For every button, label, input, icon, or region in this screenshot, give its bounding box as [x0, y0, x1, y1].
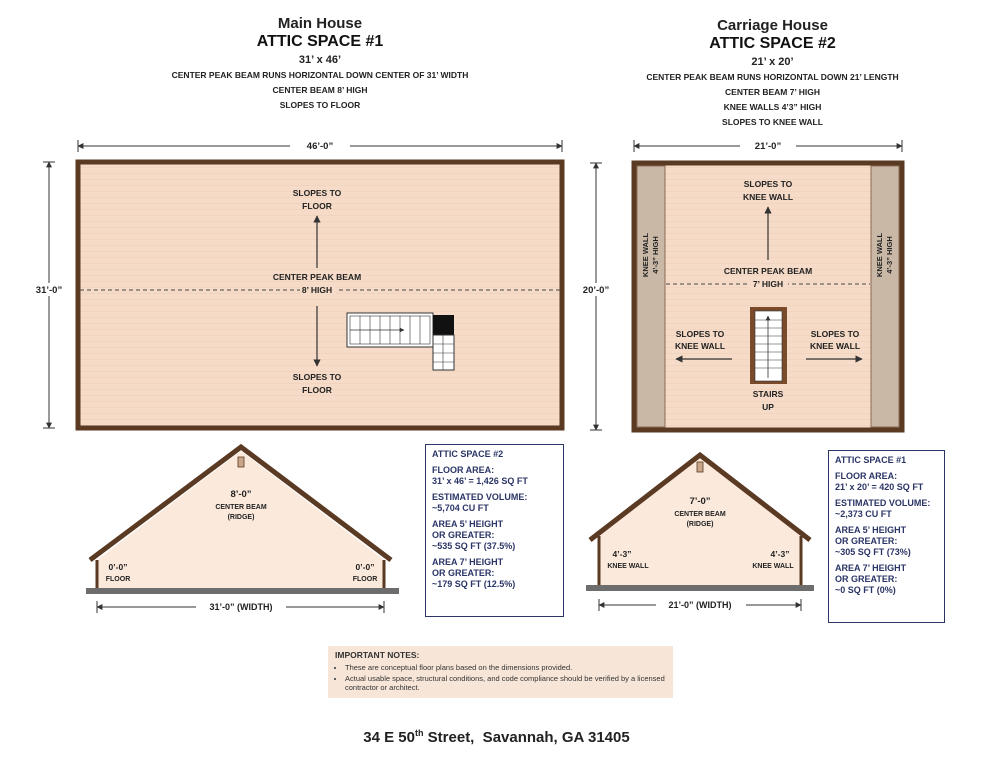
notes-title: IMPORTANT NOTES:	[335, 650, 420, 660]
main-info-a7-label2: OR GREATER:	[432, 568, 495, 578]
carriage-info-vol-value: ~2,373 CU FT	[835, 509, 892, 519]
main-info-a5-label1: AREA 5’ HEIGHT	[432, 519, 504, 529]
address-post: Street, Savannah, GA 31405	[423, 729, 630, 746]
main-subtitle: ATTIC SPACE #1	[256, 33, 384, 50]
main-info-box	[425, 444, 564, 617]
carriage-section-beam: CENTER BEAM	[674, 511, 726, 518]
carriage-info-a5-label2: OR GREATER:	[835, 536, 898, 546]
main-section-ridge: (RIDGE)	[227, 514, 255, 521]
knee-left-label: KNEE WALL	[641, 232, 650, 278]
main-note-2: CENTER BEAM 8’ HIGH	[272, 85, 368, 95]
carriage-note-2: CENTER BEAM 7’ HIGH	[725, 87, 820, 97]
carriage-info-area-value: 21’ x 20’ = 420 SQ FT	[835, 482, 924, 492]
carriage-section-right-h: 4’-3”	[770, 549, 790, 559]
carriage-info-area-label: FLOOR AREA:	[835, 471, 898, 481]
carriage-height-dimension	[575, 163, 617, 430]
main-slopes-bot-1: SLOPES TO	[292, 372, 342, 382]
carriage-info-vol-label: ESTIMATED VOLUME:	[835, 498, 931, 508]
knee-right-height: 4’-3” HIGH	[885, 236, 894, 274]
carriage-width-dimension	[634, 140, 902, 152]
carriage-section-right-l: KNEE WALL	[752, 563, 794, 570]
main-section-beam: CENTER BEAM	[215, 504, 267, 511]
main-section-right-l: FLOOR	[352, 576, 378, 583]
main-slopes-top-2: FLOOR	[302, 201, 332, 211]
carriage-section-left-h: 4’-3”	[612, 549, 632, 559]
carriage-info-a5-label1: AREA 5’ HEIGHT	[835, 525, 907, 535]
carriage-slopes-right-1: SLOPES TO	[810, 329, 860, 339]
carriage-beam-1: CENTER PEAK BEAM	[723, 266, 813, 276]
carriage-info-box	[828, 450, 945, 623]
carriage-info-a5-value: ~305 SQ FT (73%)	[835, 547, 911, 557]
carriage-stairs-2: UP	[762, 402, 774, 412]
carriage-dims: 21’ x 20’	[751, 56, 794, 68]
carriage-note-1: CENTER PEAK BEAM RUNS HORIZONTAL DOWN 21’ LENGTH	[646, 72, 899, 82]
carriage-subtitle: ATTIC SPACE #2	[709, 35, 836, 52]
main-section-width: 31’-0” (WIDTH)	[209, 602, 273, 612]
main-info-a7-label1: AREA 7’ HEIGHT	[432, 557, 504, 567]
carriage-section-left-l: KNEE WALL	[607, 563, 649, 570]
address-pre: 34 E 50	[363, 729, 415, 746]
main-info-a5-value: ~535 SQ FT (37.5%)	[432, 541, 516, 551]
carriage-title: Carriage House	[717, 17, 828, 34]
carriage-section-width: 21’-0” (WIDTH)	[668, 600, 732, 610]
main-info-a7-value: ~179 SQ FT (12.5%)	[432, 579, 516, 589]
knee-wall-right	[871, 166, 899, 427]
carriage-width-label: 21’-0”	[754, 141, 782, 152]
main-info-vol-value: ~5,704 CU FT	[432, 503, 489, 513]
main-slopes-top-1: SLOPES TO	[292, 188, 342, 198]
main-info-vol-label: ESTIMATED VOLUME:	[432, 492, 528, 502]
carriage-section	[586, 455, 814, 611]
main-section-left-l: FLOOR	[105, 576, 131, 583]
carriage-note-3: KNEE WALLS 4’3” HIGH	[723, 102, 822, 112]
main-dims: 31’ x 46’	[298, 54, 342, 66]
main-height-dimension	[28, 162, 70, 428]
carriage-section-ridge: (RIDGE)	[686, 521, 714, 528]
carriage-slopes-top-1: SLOPES TO	[743, 179, 793, 189]
notes-list	[335, 663, 666, 693]
main-info-area-label: FLOOR AREA:	[432, 465, 495, 475]
notes-item: • Actual usable space, structural conditions, and code compliance should be verified by a licensed contractor or architect.	[345, 674, 666, 693]
carriage-info-a7-label2: OR GREATER:	[835, 574, 898, 584]
main-note-3: SLOPES TO FLOOR	[279, 100, 361, 110]
main-beam-2: 8’ HIGH	[301, 285, 333, 295]
main-info-title: ATTIC SPACE #2	[432, 449, 504, 459]
main-section-peak: 8’-0”	[230, 489, 252, 500]
carriage-height-label: 20’-0”	[582, 285, 610, 296]
carriage-slopes-left-2: KNEE WALL	[674, 341, 726, 351]
main-width-label: 46’-0”	[306, 141, 334, 152]
main-slopes-bot-2: FLOOR	[302, 385, 332, 395]
carriage-slopes-right-2: KNEE WALL	[809, 341, 861, 351]
carriage-stairs-1: STAIRS	[752, 389, 784, 399]
main-section	[86, 447, 399, 613]
carriage-info-a7-value: ~0 SQ FT (0%)	[835, 585, 896, 595]
main-height-label: 31’-0”	[35, 285, 63, 296]
main-info-a5-label2: OR GREATER:	[432, 530, 495, 540]
knee-wall-left	[637, 166, 665, 427]
main-floor-plan	[78, 162, 562, 428]
main-note-1: CENTER PEAK BEAM RUNS HORIZONTAL DOWN CENTER OF 31’ WIDTH	[171, 70, 469, 80]
carriage-slopes-top-2: KNEE WALL	[742, 192, 794, 202]
carriage-info-a7-label1: AREA 7’ HEIGHT	[835, 563, 907, 573]
main-title: Main House	[277, 15, 363, 32]
address	[0, 728, 993, 746]
carriage-section-peak: 7’-0”	[689, 496, 711, 507]
main-width-dimension	[78, 140, 562, 152]
address-sup: th	[415, 728, 424, 738]
carriage-note-4: SLOPES TO KNEE WALL	[722, 117, 823, 127]
carriage-stairs	[750, 307, 787, 384]
main-beam-1: CENTER PEAK BEAM	[272, 272, 362, 282]
carriage-info-title: ATTIC SPACE #1	[835, 455, 907, 465]
carriage-beam-2: 7’ HIGH	[752, 279, 784, 289]
carriage-floor-plan	[634, 163, 902, 430]
notes-item: • These are conceptual floor plans based on the dimensions provided.	[345, 663, 666, 673]
main-section-left-h: 0’-0”	[108, 562, 128, 572]
carriage-slopes-left-1: SLOPES TO	[675, 329, 725, 339]
knee-left-height: 4’-3” HIGH	[651, 236, 660, 274]
knee-right-label: KNEE WALL	[875, 232, 884, 278]
main-info-area-value: 31’ x 46’ = 1,426 SQ FT	[432, 476, 528, 486]
important-notes	[328, 646, 673, 698]
main-section-right-h: 0’-0”	[355, 562, 375, 572]
